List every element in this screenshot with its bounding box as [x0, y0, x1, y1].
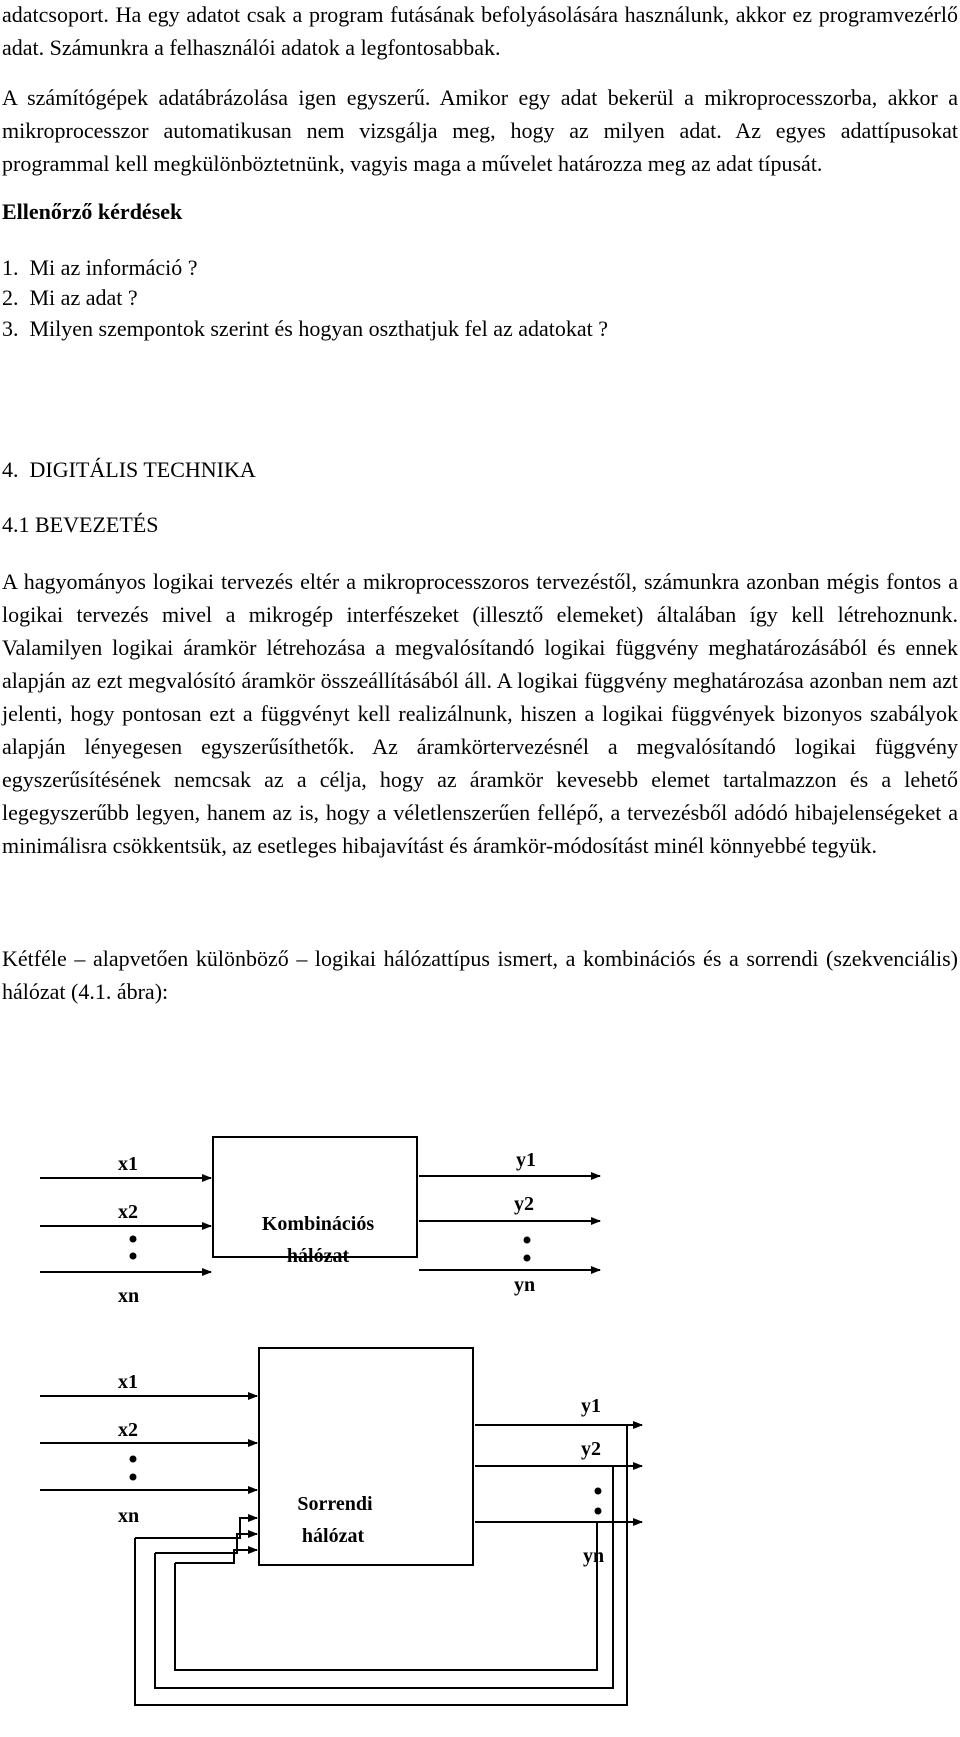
combinational-box-label: hálózat [286, 1245, 350, 1267]
input-label: x1 [118, 1153, 138, 1175]
output-label: yn [514, 1274, 536, 1296]
input-label: x1 [118, 1371, 138, 1393]
question-item: 2. Mi az adat ? [2, 285, 138, 310]
ellipsis-dot [130, 1253, 137, 1260]
output-label: y1 [581, 1395, 601, 1417]
output-label: y2 [514, 1193, 534, 1215]
ellipsis-dot [595, 1488, 602, 1495]
logic-network-diagram [0, 1120, 960, 1730]
ellipsis-dot [130, 1236, 137, 1243]
sequential-box-label: hálózat [301, 1525, 365, 1547]
question-item: 3. Milyen szempontok szerint és hogyan oszthatjuk fel az adatokat ? [2, 316, 609, 341]
ellipsis-dot [130, 1474, 137, 1481]
question-item: 1. Mi az információ ? [2, 255, 198, 280]
sequential-network [40, 1348, 642, 1705]
input-label: x2 [118, 1419, 138, 1441]
combinational-network [40, 1137, 600, 1307]
combinational-box [213, 1137, 417, 1257]
intro-paragraph-2: A számítógépek adatábrázolása igen egyszerű. Amikor egy adat bekerül a mikroprocesszorba, akkor a mikroprocesszor automatikusan nem vizsgálja meg, hogy az milyen adat. Az egyes adattípusokat programmal kell megkülönböztetnünk, vagyis maga a művelet határozza meg az adat típusát. [2, 85, 958, 176]
review-heading: Ellenőrző kérdések [2, 199, 183, 224]
input-label: xn [118, 1505, 140, 1527]
sequential-box-label: Sorrendi [297, 1493, 373, 1515]
combinational-box-label: Kombinációs [261, 1213, 375, 1235]
body-paragraph-1: A hagyományos logikai tervezés eltér a mikroprocesszoros tervezéstől, számunkra azonban mégis fontos a logikai tervezés mivel a mikrogép interfészeket (illesztő elemeket) általában így kell létrehoznunk. Valamilyen logikai áramkör létrehozása a megvalósítandó logikai függvény meghatározásából és ennek alapján az ezt megvalósító áramkör összeállításából áll. A logikai függvény meghatározása azonban nem azt jelenti, hogy pontosan ezt a függvényt kell realizálnunk, hiszen a logikai függvények bizonyos szabályok alapján lényegesen egyszerűsíthetők. Az áramkörtervezésnél a megvalósítandó logikai függvény egyszerűsítésének nemcsak az a célja, hogy az áramkör kevesebb elemet tartalmazzon és a lehető legegyszerűbb legyen, hanem az is, hogy a véletlenszerűen fellépő, a tervezésből adódó hibajelenségeket a minimálisra csökkentsük, az esetleges hibajavítást és áramkör-módosítást minél könnyebbé tegyük. [2, 569, 958, 858]
ellipsis-dot [524, 1255, 531, 1262]
sequential-box [259, 1348, 473, 1565]
section-heading: 4.1 BEVEZETÉS [2, 512, 159, 537]
ellipsis-dot [595, 1508, 602, 1515]
body-paragraph-2: Kétféle – alapvetően különböző – logikai hálózattípus ismert, a kombinációs és a sorrendi (szekvenciális) hálózat (4.1. ábra): [2, 946, 958, 1004]
ellipsis-dot [130, 1456, 137, 1463]
input-label: x2 [118, 1201, 138, 1223]
output-label: yn [583, 1545, 605, 1567]
output-label: y2 [581, 1438, 601, 1460]
ellipsis-dot [524, 1237, 531, 1244]
input-label: xn [118, 1285, 140, 1307]
intro-paragraph-1: adatcsoport. Ha egy adatot csak a program futásának befolyásolására használunk, akkor ez programvezérlő adat. Számunkra a felhasználói adatok a legfontosabbak. [2, 2, 958, 60]
output-label: y1 [516, 1149, 536, 1171]
chapter-heading: 4. DIGITÁLIS TECHNIKA [2, 457, 256, 482]
